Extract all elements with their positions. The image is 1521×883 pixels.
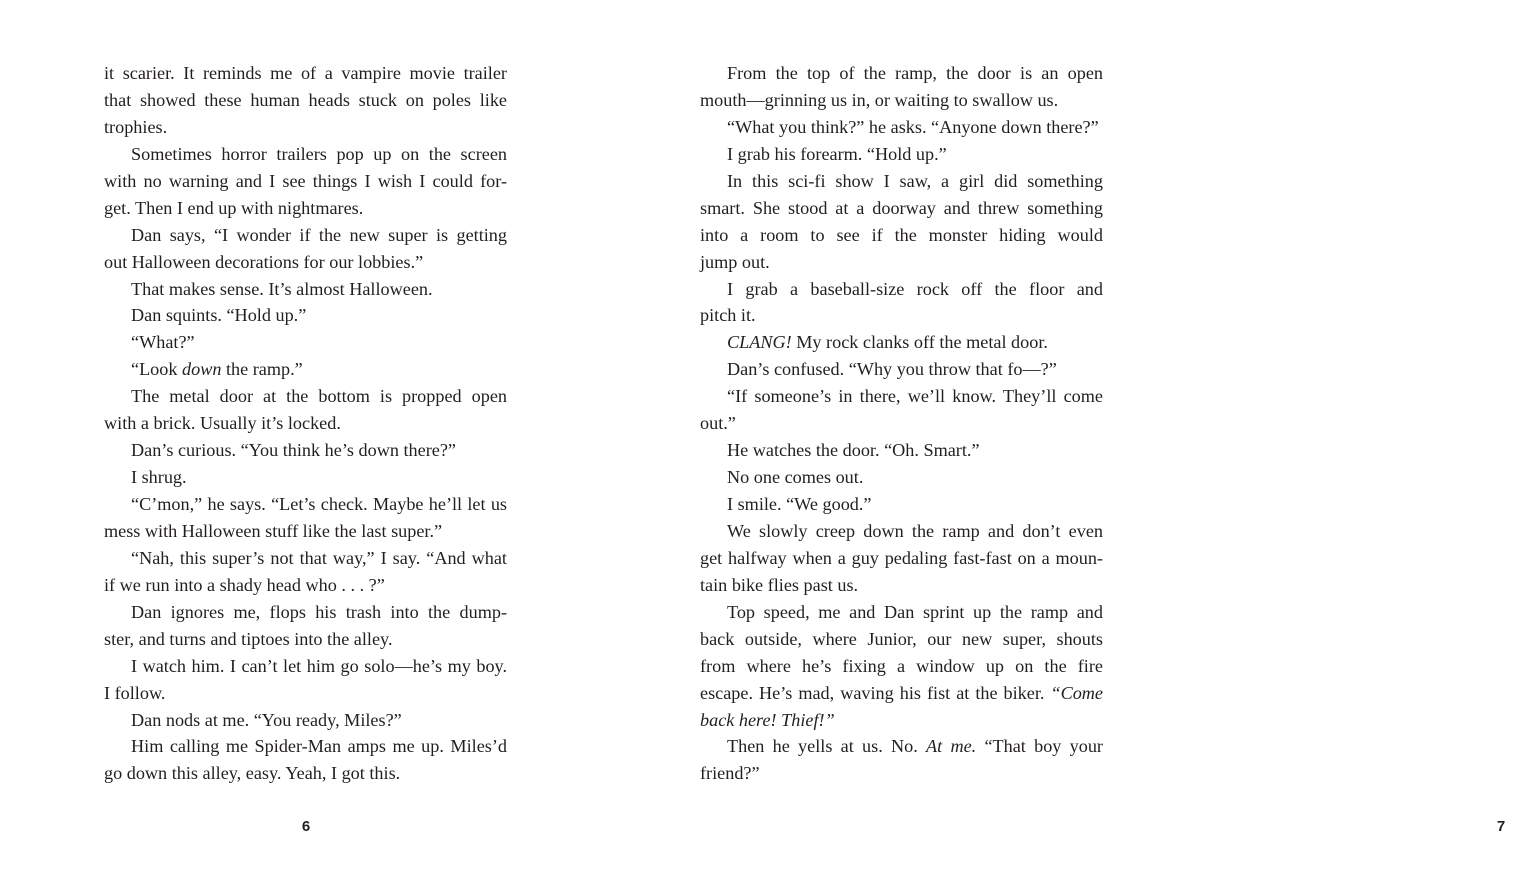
text-line: Him calling me Spider-Man amps me up. Miles’d bbox=[131, 736, 507, 757]
text-line: back here! Thief!” bbox=[700, 709, 835, 730]
text-line: The metal door at the bottom is propped open bbox=[131, 386, 507, 407]
text-line: Top speed, me and Dan sprint up the ramp and bbox=[727, 601, 1103, 622]
text-line: “Look down the ramp.” bbox=[131, 359, 303, 380]
right-page-text bbox=[700, 60, 1103, 787]
text-line: out Halloween decorations for our lobbies.” bbox=[104, 251, 424, 272]
text-line: pitch it. bbox=[700, 305, 756, 326]
text-line: with a brick. Usually it’s locked. bbox=[104, 413, 341, 434]
text-line: get. Then I end up with nightmares. bbox=[104, 197, 364, 218]
text-line: that showed these human heads stuck on poles like bbox=[104, 89, 507, 110]
text-line: mouth—grinning us in, or waiting to swallow us. bbox=[700, 89, 1059, 110]
text-line: friend?” bbox=[700, 763, 760, 784]
text-line: In this sci-fi show I saw, a girl did something bbox=[727, 170, 1103, 191]
text-line: it scarier. It reminds me of a vampire movie trailer bbox=[104, 63, 507, 83]
text-line: Dan nods at me. “You ready, Miles?” bbox=[131, 709, 402, 730]
page-number: 7 bbox=[1496, 818, 1506, 835]
text-line: from where he’s fixing a window up on the fire bbox=[700, 655, 1103, 676]
text-line: smart. She stood at a doorway and threw something bbox=[700, 197, 1103, 218]
text-line: “Nah, this super’s not that way,” I say. “And what bbox=[131, 547, 507, 568]
text-line: “What?” bbox=[131, 332, 195, 353]
text-line: I shrug. bbox=[131, 467, 187, 488]
text-line: out.” bbox=[700, 413, 736, 434]
left-page bbox=[0, 0, 600, 883]
text-line: Dan squints. “Hold up.” bbox=[131, 305, 307, 326]
right-page bbox=[600, 0, 1506, 883]
page-number: 6 bbox=[301, 818, 311, 835]
left-page-text bbox=[104, 60, 507, 787]
text-line: into a room to see if the monster hiding would bbox=[700, 224, 1103, 245]
text-line: jump out. bbox=[700, 251, 770, 272]
text-line: Dan says, “I wonder if the new super is getting bbox=[131, 224, 507, 245]
text-line: if we run into a shady head who . . . ?” bbox=[104, 574, 385, 595]
text-line: No one comes out. bbox=[727, 467, 864, 488]
text-line: Then he yells at us. No. At me. “That boy your bbox=[727, 736, 1103, 757]
text-line: I grab his forearm. “Hold up.” bbox=[727, 143, 947, 164]
text-line: with no warning and I see things I wish I could for- bbox=[104, 170, 507, 191]
text-line: get halfway when a guy pedaling fast-fast on a moun- bbox=[700, 547, 1103, 568]
text-line: I grab a baseball-size rock off the floor and bbox=[727, 278, 1103, 299]
text-line: tain bike flies past us. bbox=[700, 574, 859, 595]
text-line: From the top of the ramp, the door is an open bbox=[727, 63, 1103, 83]
text-line: I smile. “We good.” bbox=[727, 494, 872, 514]
text-line: “If someone’s in there, we’ll know. They’ll come bbox=[727, 386, 1103, 407]
text-line: ster, and turns and tiptoes into the alley. bbox=[104, 628, 393, 649]
text-line: trophies. bbox=[104, 116, 168, 137]
text-line: I follow. bbox=[104, 682, 166, 703]
text-line: We slowly creep down the ramp and don’t even bbox=[727, 520, 1103, 541]
text-line: Dan’s confused. “Why you throw that fo—?” bbox=[727, 359, 1057, 380]
text-line: go down this alley, easy. Yeah, I got this. bbox=[104, 763, 401, 784]
text-line: That makes sense. It’s almost Halloween. bbox=[131, 278, 433, 299]
text-line: Dan ignores me, flops his trash into the dump- bbox=[131, 601, 507, 622]
text-line: I watch him. I can’t let him go solo—he’s my boy. bbox=[131, 655, 507, 676]
text-line: Dan’s curious. “You think he’s down there?” bbox=[131, 440, 456, 461]
text-line: He watches the door. “Oh. Smart.” bbox=[727, 440, 980, 461]
text-line: CLANG! My rock clanks off the metal door. bbox=[727, 332, 1048, 353]
text-line: back outside, where Junior, our new super, shouts bbox=[700, 628, 1103, 649]
text-line: “What you think?” he asks. “Anyone down there?” bbox=[727, 116, 1099, 137]
text-line: mess with Halloween stuff like the last super.” bbox=[104, 520, 443, 541]
text-line: Sometimes horror trailers pop up on the screen bbox=[131, 143, 507, 164]
text-line: “C’mon,” he says. “Let’s check. Maybe he’ll let us bbox=[131, 494, 507, 514]
text-line: escape. He’s mad, waving his fist at the biker. “Come bbox=[700, 682, 1103, 703]
